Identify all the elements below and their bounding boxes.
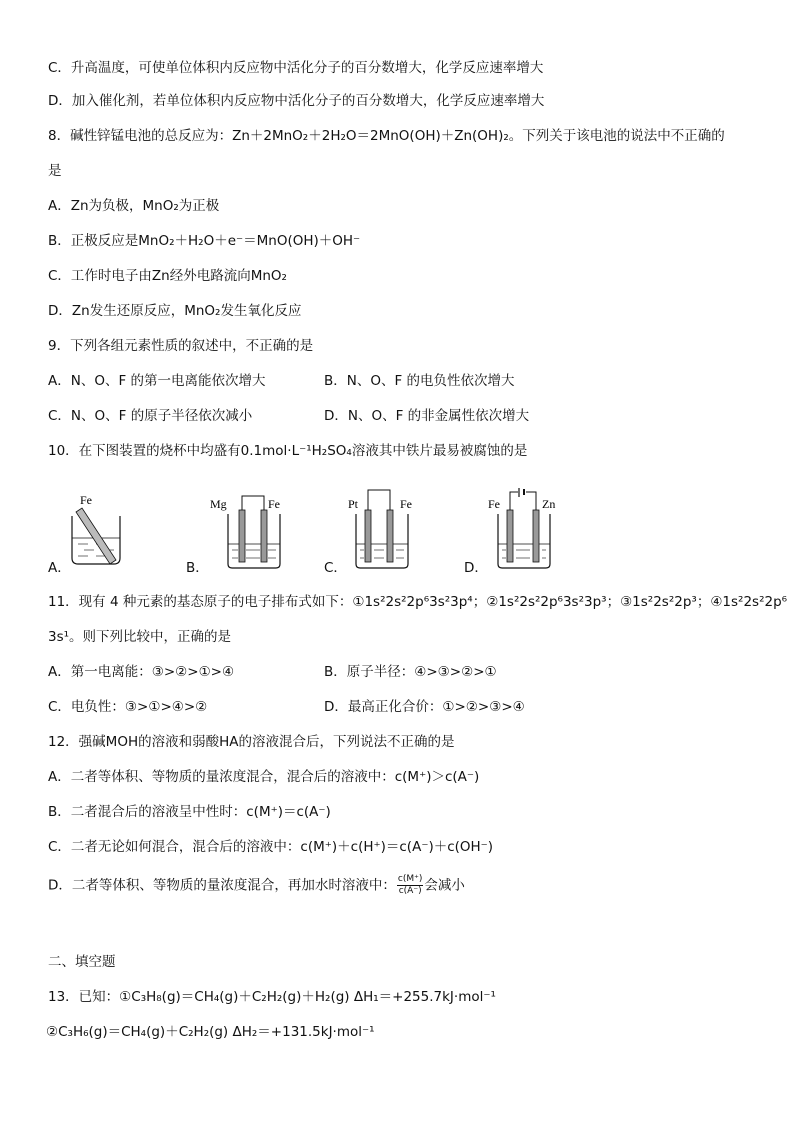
q10-label-c: C． bbox=[324, 560, 347, 576]
q11-option-c: C．电负性：③>①>④>② bbox=[48, 699, 208, 715]
fe-electrode-label: Fe bbox=[488, 497, 500, 511]
q12-option-c: C．二者无论如何混合，混合后的溶液中：c(M⁺)＋c(H⁺)＝c(A⁻)＋c(OH⁻) bbox=[48, 839, 494, 855]
q9-option-d: D．N、O、F 的非金属性依次增大 bbox=[324, 408, 530, 424]
beaker-fe-zn-battery-diagram bbox=[486, 488, 576, 572]
q11-stem-cont: 3s¹。则下列比较中，正确的是 bbox=[48, 629, 232, 645]
q9-stem: 9．下列各组元素性质的叙述中，不正确的是 bbox=[48, 338, 314, 354]
q8-option-a: A．Zn为负极，MnO₂为正极 bbox=[48, 198, 220, 214]
q8-option-b: B．正极反应是MnO₂＋H₂O＋e⁻＝MnO(OH)＋OH⁻ bbox=[48, 233, 361, 249]
fe-electrode-label: Fe bbox=[80, 493, 92, 507]
q12-option-a: A．二者等体积、等物质的量浓度混合，混合后的溶液中：c(M⁺)＞c(A⁻) bbox=[48, 769, 480, 785]
beaker-fe-diagram bbox=[66, 488, 126, 568]
q11-option-d: D．最高正化合价：①>②>③>④ bbox=[324, 699, 525, 715]
beaker-pt-fe-diagram bbox=[344, 488, 434, 572]
q8-stem-cont: 是 bbox=[48, 163, 62, 179]
fe-electrode-label: Fe bbox=[400, 497, 412, 511]
q12-option-d: D．二者等体积、等物质的量浓度混合，再加水时溶液中： $\frac{c(M^+)}{c(A^-)}$ 会减小 bbox=[48, 874, 465, 896]
q8-option-c: C．工作时电子由Zn经外电路流向MnO₂ bbox=[48, 268, 287, 284]
q9-option-a: A．N、O、F 的第一电离能依次增大 bbox=[48, 373, 266, 389]
q7-option-c: C．升高温度，可使单位体积内反应物中活化分子的百分数增大，化学反应速率增大 bbox=[48, 60, 544, 76]
q10-label-b: B． bbox=[186, 560, 209, 576]
config-2: ②1s²2s²2p⁶3s²3p³ bbox=[486, 594, 607, 610]
q9-option-b: B．N、O、F 的电负性依次增大 bbox=[324, 373, 515, 389]
q11-option-b: B．原子半径：④>③>②>① bbox=[324, 664, 497, 680]
fe-electrode-label: Fe bbox=[268, 497, 280, 511]
q10-stem: 10．在下图装置的烧杯中均盛有0.1mol·L⁻¹H₂SO₄溶液其中铁片最易被腐蚀的是 bbox=[48, 443, 528, 459]
q13-line1: 13．已知：①C₃H₈(g)＝CH₄(g)＋C₂H₂(g)＋H₂(g) ΔH₁＝+255.7kJ·mol⁻¹ bbox=[48, 989, 496, 1005]
beaker-mg-fe-diagram bbox=[206, 488, 296, 572]
q12-option-b: B．二者混合后的溶液呈中性时：c(M⁺)＝c(A⁻) bbox=[48, 804, 331, 820]
mg-electrode-label: Mg bbox=[210, 497, 227, 511]
q9-option-c: C．N、O、F 的原子半径依次减小 bbox=[48, 408, 253, 424]
q12-stem: 12．强碱MOH的溶液和弱酸HA的溶液混合后，下列说法不正确的是 bbox=[48, 734, 455, 750]
config-1: ①1s²2s²2p⁶3s²3p⁴ bbox=[352, 594, 473, 610]
q8-option-d: D．Zn发生还原反应，MnO₂发生氧化反应 bbox=[48, 303, 302, 319]
pt-electrode-label: Pt bbox=[348, 497, 359, 511]
concentration-ratio: $\frac{c(M^+)}{c(A^-)}$ bbox=[397, 874, 423, 896]
q13-line2: ②C₃H₆(g)＝CH₄(g)＋C₂H₂(g) ΔH₂＝+131.5kJ·mol⁻¹ bbox=[46, 1024, 375, 1040]
config-3: ③1s²2s²2p³ bbox=[620, 594, 697, 610]
config-4: ④1s²2s²2p⁶ bbox=[710, 594, 788, 610]
zn-electrode-label: Zn bbox=[542, 497, 556, 511]
section-title: 二、填空题 bbox=[48, 954, 116, 970]
q10-label-a: A． bbox=[48, 560, 71, 576]
q11-option-a: A．第一电离能：③>②>①>④ bbox=[48, 664, 235, 680]
q7-option-d: D．加入催化剂，若单位体积内反应物中活化分子的百分数增大，化学反应速率增大 bbox=[48, 93, 545, 109]
q8-stem: 8．碱性锌锰电池的总反应为：Zn＋2MnO₂＋2H₂O＝2MnO(OH)＋Zn(OH)₂。下列关于该电池的说法中不正确的 bbox=[48, 128, 725, 144]
q11-stem: 11．现有 4 种元素的基态原子的电子排布式如下：①1s²2s²2p⁶3s²3p⁴；②1s²2s²2p⁶3s²3p³；③1s²2s²2p³；④1s²2s²2p⁶ bbox=[48, 594, 788, 610]
q10-label-d: D． bbox=[464, 560, 488, 576]
